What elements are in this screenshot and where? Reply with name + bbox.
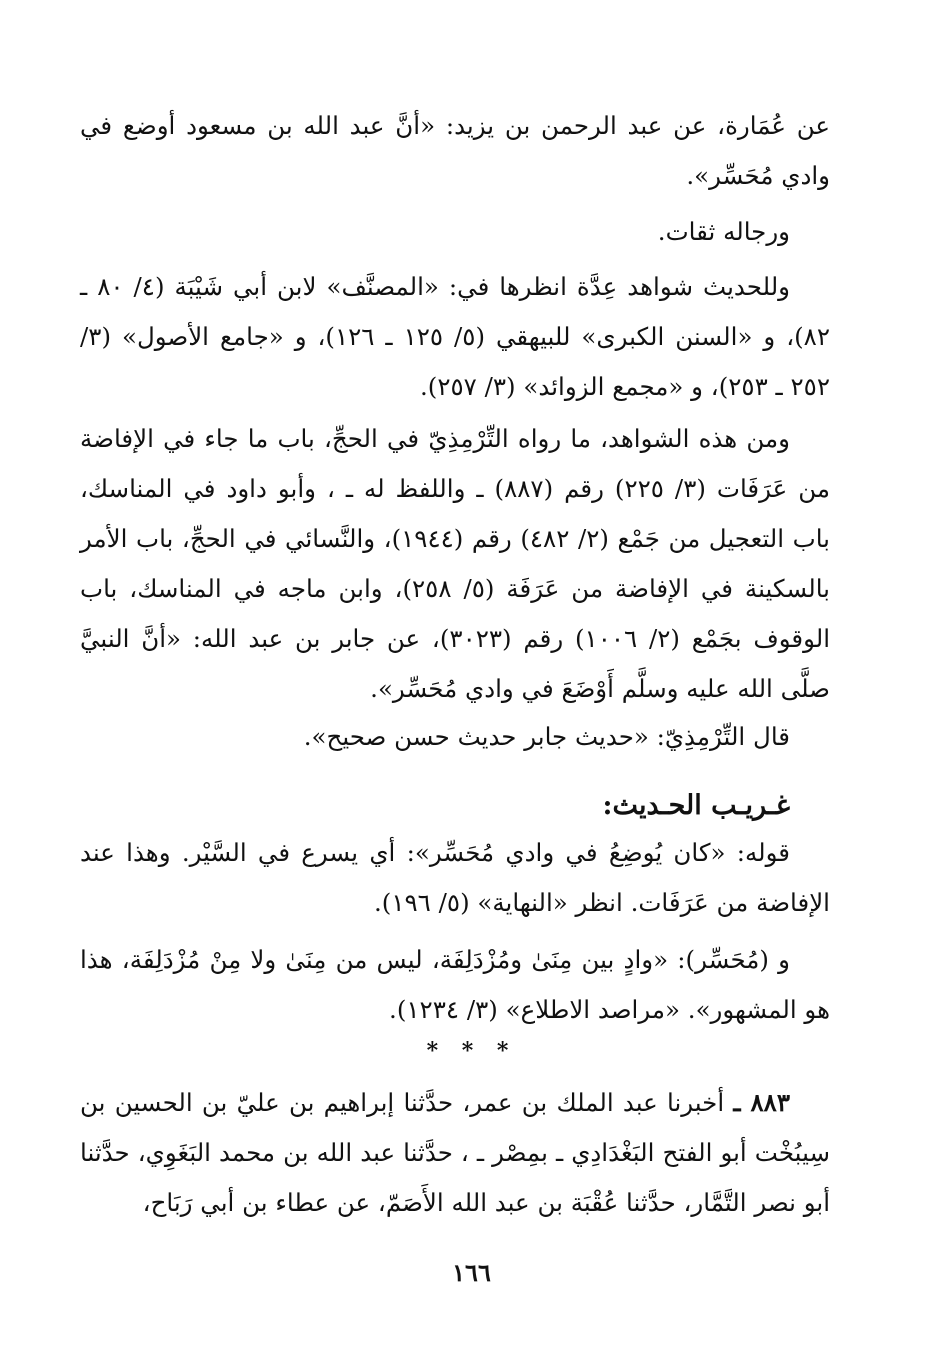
section-separator: * * * [426,1038,517,1064]
paragraph-muhassir-definition: و (مُحَسِّر): «وادٍ بين مِنَىٰ ومُزْدَلِفَة، ليس من مِنَىٰ ولا مِنْ مُزْدَلِفَة، هذا هو المشهور». «مراصد الاطلاع» (٣/ ١٢٣٤). [80,945,830,1024]
paragraph-tirmidhi-grading: قال التِّرْمِذِيّ: «حديث جابر حديث حسن صحيح». [303,722,790,751]
hadith-number: ٨٨٣ ـ [733,1088,790,1117]
paragraph-sources: ومن هذه الشواهد، ما رواه التِّرْمِذِيّ في الحجِّ، باب ما جاء في الإفاضة من عَرَفَات (٣/ ٢٢٥) رقم (٨٨٧) ـ واللفظ له ـ ، وأبو داود في المناسك، باب التعجيل من جَمْع (٢/ ٤٨٢) رقم (١٩٤٤)، والنَّسائي في الحجِّ، باب الأمر بالسكينة في الإفاضة من عَرَفَة (٥/ ٢٥٨)، وابن ماجه في المناسك، باب الوقوف بجَمْع (٢/ ١٠٠٦) رقم (٣٠٢٣)، عن جابر بن عبد الله: «أنَّ النبيَّ صلَّى الله عليه وسلَّم أَوْضَعَ في وادي مُحَسِّر». [80,424,831,703]
page-number: ١٦٦ [452,1258,491,1287]
paragraph-hadith-883 [80,1078,830,1228]
paragraph-continuation: عن عُمَارة، عن عبد الرحمن بن يزيد: «أنَّ عبد الله بن مسعود أوضع في وادي مُحَسِّر». [80,111,830,190]
section-heading-gharib: غـريـب الحـديث: [602,790,790,821]
paragraph-narrators-note: ورجاله ثقات. [657,217,790,246]
hadith-text: أخبرنا عبد الملك بن عمر، حدَّثنا إبراهيم بن عليّ بن الحسين بن سِيبُخْت أبو الفتح البَغْدَادِي ـ بمِصْر ـ ، حدَّثنا عبد الله بن محمد البَغَوِي، حدَّثنا أبو نصر التَّمَّار، حدَّثنا عُقْبَة بن عبد الله الأَصَمّ، عن عطاء بن أبي رَبَاح، [80,1088,830,1217]
paragraph-word-explanation: قوله: «كان يُوضِعُ في وادي مُحَسِّر»: أي يسرع في السَّيْر. وهذا عند الإفاضة من عَرَفَات. انظر «النهاية» (٥/ ١٩٦). [80,838,830,917]
paragraph-supporting-evidence: وللحديث شواهد عِدَّة انظرها في: «المصنَّف» لابن أبي شَيْبَة (٤/ ٨٠ ـ ٨٢)، و «السنن الكبرى» للبيهقي (٥/ ١٢٥ ـ ١٢٦)، و «جامع الأصول» (٣/ ٢٥٢ ـ ٢٥٣)، و «مجمع الزوائد» (٣/ ٢٥٧). [80,272,830,401]
